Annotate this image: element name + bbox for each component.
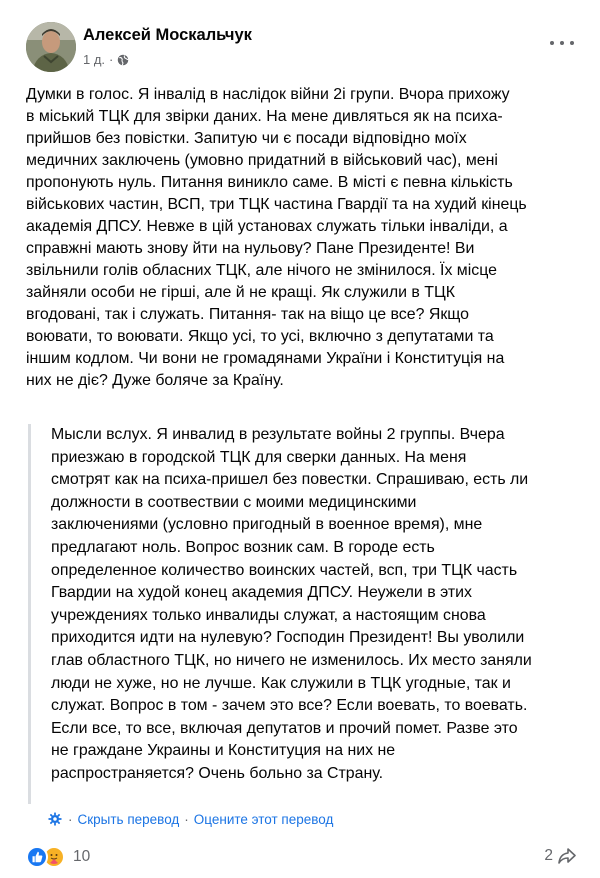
share-count: 2 [544,847,553,864]
translation-controls [48,810,333,828]
hide-translation-link[interactable]: Скрыть перевод [77,811,180,827]
avatar[interactable] [26,22,76,72]
reactions-summary[interactable] [26,846,90,868]
separator: · [184,811,189,827]
more-options-icon[interactable] [550,36,574,50]
care-face-glyph [46,849,62,865]
meta-dot: · [109,52,114,67]
more-dot [550,41,554,45]
like-reaction-icon [26,846,48,868]
post-time[interactable]: 1 д. [83,52,106,67]
post-meta [83,52,129,67]
post-footer [26,844,576,870]
globe-icon [117,54,129,66]
rate-translation-link[interactable]: Оцените этот перевод [193,811,334,827]
post-text: Думки в голос. Я інвалід в наслідок війни 2і групи. Вчора прихожу в міський ТЦК для звірки даних. На мене дивляться як на психа- прийшов без повістки. Запитую чи є посади відповідно моїх медичних заключень (умовно придатний в військовий час), мені пропонують нуль. Питання виникло саме. В місті є певна кількість військових частин, ВСП, три ТЦК частина Гвардії та на худий кінець академія ДПСУ. Невже в цій установах служать тільки інваліди, а справжні мають знову йти на нульову? Пане Президенте! Ви звільнили голів обласних ТЦК, але нічого не змінилося. Їх місце зайняли особи не гірші, але й не кращі. Як служили в ТЦК вгодовані, так і служать. Питання- так на віщо це все? Якщо воювати, то воювати. Якщо усі, то усі, включно з депутатами та іншим кодлом. Чи вони не громадянами України і Конституція на них не діє? Дуже боляче за Країну. [26,86,527,389]
more-dot [570,41,574,45]
share-icon [558,848,576,864]
translation-text: Мысли вслух. Я инвалид в результате войны 2 группы. Вчера приезжаю в городской ТЦК для сверки данных. На меня смотрят как на психа-пришел без повестки. Спрашиваю, есть ли должности в соотвествии с моими медицинскими заключениями (условно пригодный в военное время), мне предлагают ноль. Вопрос возник сам. В городе есть определенное количество воинских частей, всп, три ТЦК часть Гвардии на худой конец академия ДПСУ. Неужели в этих учреждениях только инвалиды служат, а настоящим снова приходится идти на нулевую? Господин Президент! Вы уволили глав областного ТЦК, но ничего не изменилось. Их место заняли люди не хуже, но не лучше. Как служили в ТЦК угодные, так и служат. Вопрос в том - зачем это все? Если воевать, то воевать. Если все, то все, включая депутатов и прочий помет. Разве это не граждане Украины и Конституция на них не распространяется? Очень больно за Страну. [51,426,532,782]
shares-summary[interactable] [544,847,576,865]
separator: · [68,811,73,827]
author-name[interactable]: Алексей Москальчук [83,26,252,44]
thumbs-up-glyph [31,851,43,863]
post-header [26,22,576,74]
avatar-photo [26,22,76,72]
more-dot [560,41,564,45]
gear-icon[interactable] [48,812,62,826]
translation-block [28,424,580,804]
reaction-count: 10 [73,848,91,865]
